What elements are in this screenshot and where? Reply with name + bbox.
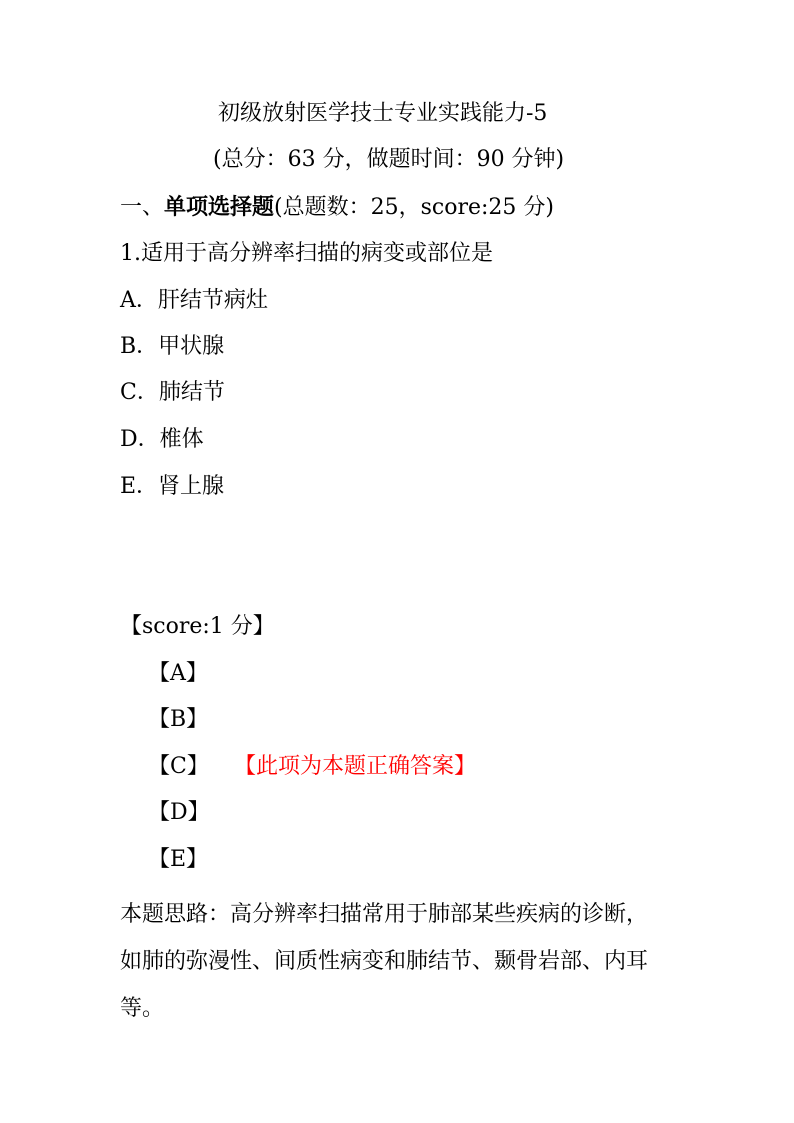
- answer-analysis: 本题思路：高分辨率扫描常用于肺部某些疾病的诊断，如肺的弥漫性、间质性病变和肺结节、颞骨岩部、内耳等。: [120, 902, 649, 1021]
- answer-choice-c: 【C】: [148, 754, 209, 779]
- option-a: A．肝结节病灶: [120, 288, 268, 313]
- section-meta: (总题数：25，score:25 分): [274, 195, 554, 220]
- section-name: 单项选择题: [164, 194, 275, 220]
- section-prefix: 一、: [120, 195, 165, 220]
- option-c: C．肺结节: [120, 380, 225, 405]
- answer-choice-e: 【E】: [148, 847, 209, 872]
- option-e: E．肾上腺: [120, 474, 225, 499]
- document-title: 初级放射医学技士专业实践能力-5: [218, 101, 548, 126]
- answer-choice-d: 【D】: [148, 800, 210, 825]
- section-heading: [120, 193, 554, 222]
- option-b: B．甲状腺: [120, 334, 225, 359]
- answer-choice-b: 【B】: [148, 707, 209, 732]
- option-d: D．椎体: [120, 427, 204, 452]
- question-score: 【score:1 分】: [120, 614, 275, 639]
- exam-info: (总分：63 分，做题时间：90 分钟): [213, 147, 565, 172]
- correct-answer-note: 【此项为本题正确答案】: [234, 754, 477, 779]
- answer-choice-a: 【A】: [148, 661, 208, 686]
- question-text: 1.适用于高分辨率扫描的病变或部位是: [120, 241, 493, 266]
